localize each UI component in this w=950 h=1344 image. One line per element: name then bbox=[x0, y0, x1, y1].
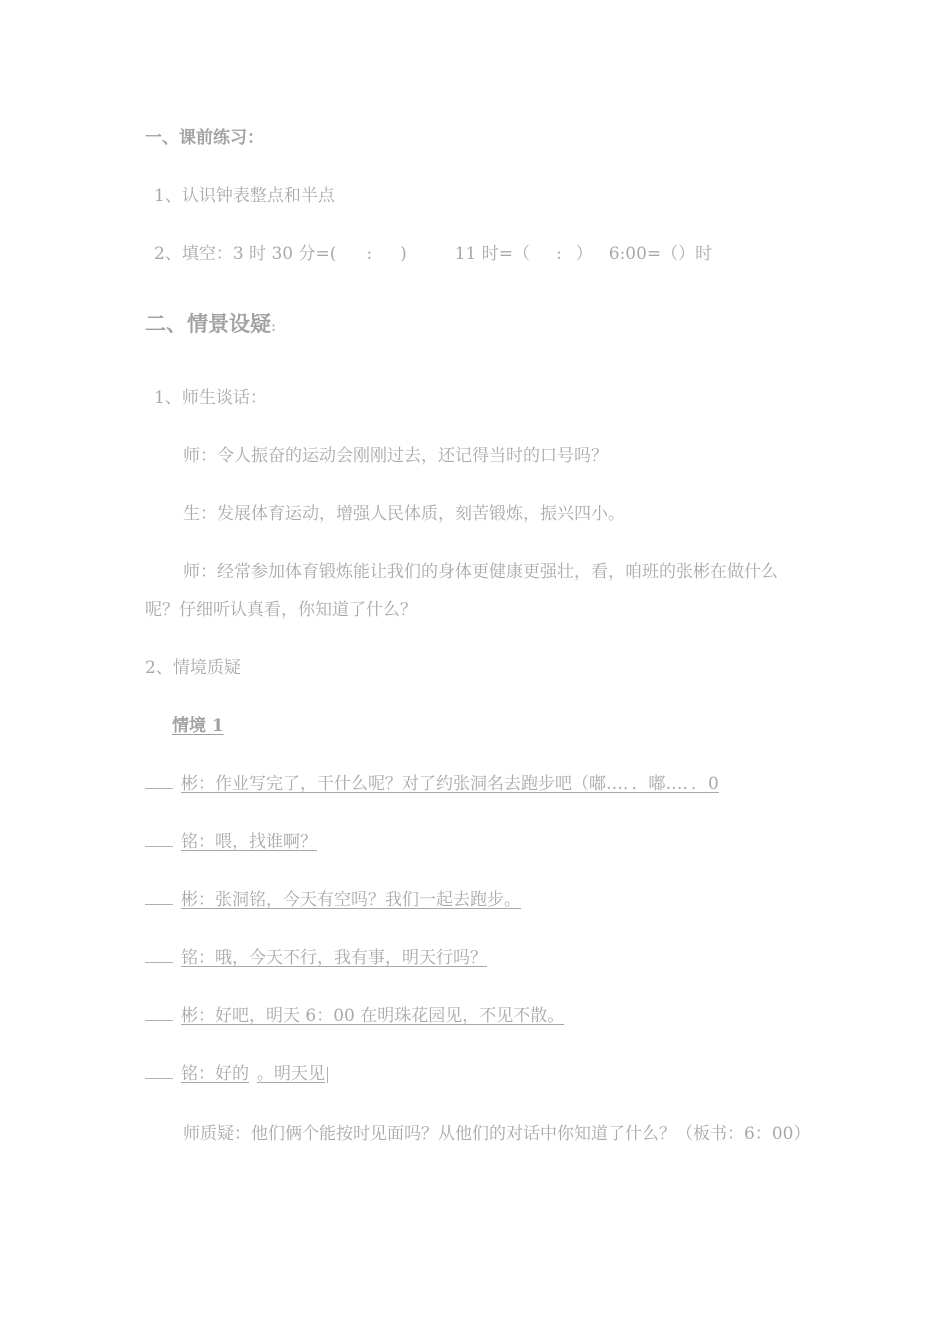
fill-close-a: ) bbox=[400, 244, 407, 264]
dialog-blank bbox=[145, 832, 173, 847]
dialog-blank bbox=[145, 1006, 173, 1021]
dialog-text: 彬：张洞铭，今天有空吗？我们一起去跑步。 bbox=[181, 890, 521, 910]
text-cursor-mark bbox=[327, 1067, 328, 1083]
dialog-line bbox=[145, 773, 719, 795]
section2-sub2: 2、情境质疑 bbox=[145, 658, 241, 678]
paragraph-student-1: 生：发展体育运动，增强人民体质，刻苦锻炼，振兴四小。 bbox=[183, 504, 625, 524]
dialog-line bbox=[145, 947, 487, 969]
fill-part3: 6:00=（）时 bbox=[608, 244, 713, 264]
dialog-blank bbox=[145, 948, 173, 963]
dialog-blank bbox=[145, 1064, 173, 1079]
section2-heading-colon: : bbox=[271, 317, 277, 335]
dialog-line bbox=[145, 831, 317, 853]
fill-colon-a: : bbox=[366, 244, 373, 264]
dialog-text-part1: 铭：好的 bbox=[181, 1064, 249, 1084]
dialog-text: 彬：好吧，明天 6：00 在明珠花园见，不见不散。 bbox=[181, 1006, 565, 1026]
fill-prefix: 2、填空：3 时 30 分=( bbox=[154, 244, 337, 264]
teacher-question: 师质疑：他们俩个能按时见面吗？从他们的对话中你知道了什么？（板书：6：00） bbox=[183, 1124, 811, 1144]
scene-title: 情境 1 bbox=[172, 716, 224, 736]
dialog-blank bbox=[145, 774, 173, 789]
fill-close-b: ） bbox=[575, 244, 593, 264]
dialog-blank bbox=[145, 890, 173, 905]
dialog-line-last bbox=[145, 1063, 328, 1085]
section2-heading bbox=[145, 313, 276, 337]
fill-colon-b: : bbox=[556, 244, 562, 264]
section2-heading-text: 二、情景设疑 bbox=[145, 311, 271, 336]
section1-heading: 一、课前练习： bbox=[145, 128, 264, 148]
dialog-text: 彬：作业写完了，干什么呢？对了约张洞名去跑步吧（嘟…．．嘟…．．0 bbox=[181, 774, 719, 794]
dialog-line bbox=[145, 1005, 564, 1027]
paragraph-teacher-1: 师：令人振奋的运动会刚刚过去，还记得当时的口号吗？ bbox=[183, 446, 608, 466]
dialog-text: 铭：喂，找谁啊？ bbox=[181, 832, 317, 852]
section2-sub1: 1、师生谈话： bbox=[154, 388, 267, 408]
dialog-text: 铭：哦，今天不行，我有事，明天行吗？ bbox=[181, 948, 487, 968]
section1-item1: 1、认识钟表整点和半点 bbox=[154, 186, 335, 206]
fill-part2: 11 时=（ bbox=[454, 244, 531, 264]
paragraph-teacher-2: 师：经常参加体育锻炼能让我们的身体更健康更强壮，看，咱班的张彬在做什么呢？仔细听认真看，你知道了什么？ bbox=[145, 562, 778, 620]
section1-item2 bbox=[154, 243, 712, 265]
dialog-text-part2: 。明天见 bbox=[257, 1064, 325, 1084]
dialog-line bbox=[145, 889, 521, 911]
